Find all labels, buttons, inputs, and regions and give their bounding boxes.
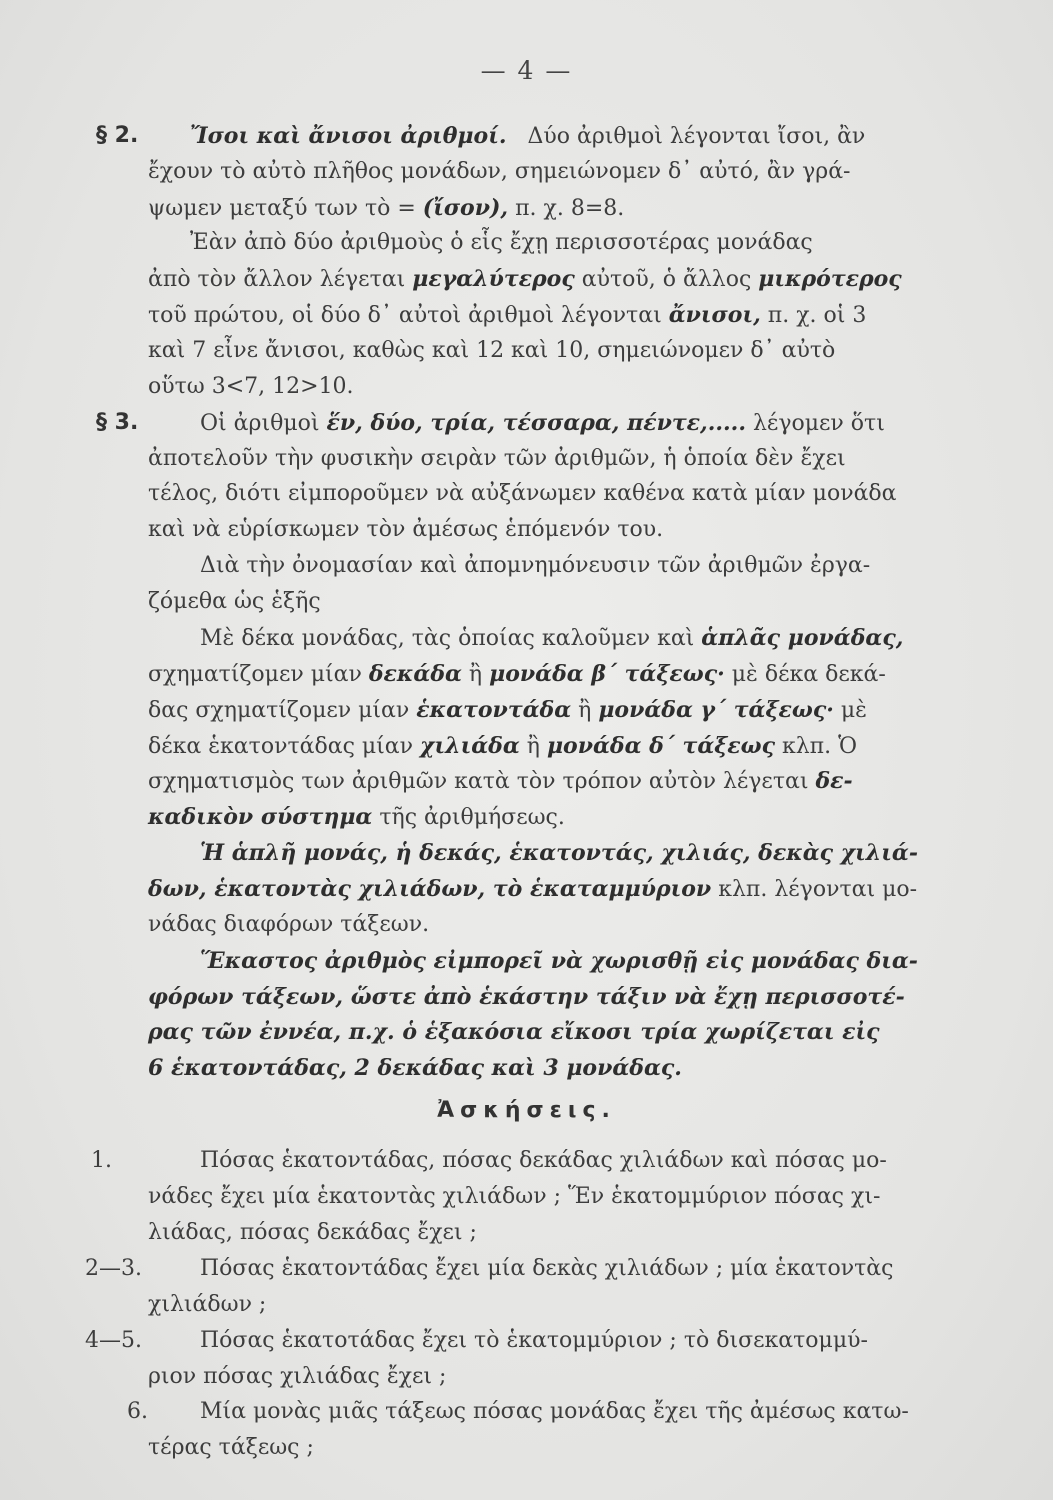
- text-line: νάδες ἔχει μία ἑκατοντὰς χιλιάδων ; Ἕν ἑκατομμύριον πόσας χι-: [148, 1184, 881, 1209]
- text-span: μὲ δέκα δεκά-: [724, 662, 886, 687]
- term-ison: (ἴσον),: [422, 195, 509, 221]
- term-mikroteros: μικρότερος: [758, 266, 902, 292]
- bold-span: δων, ἑκατοντὰς χιλιάδων, τὸ ἑκαταμμύριον: [148, 876, 712, 902]
- text-line: [148, 657, 886, 692]
- text-span: ἀπὸ τὸν ἄλλον λέγεται: [148, 267, 413, 292]
- term-dekada: δεκάδα: [368, 661, 462, 687]
- text-line: [148, 800, 565, 835]
- text-span: ἢ: [571, 698, 599, 723]
- bold-line: ρας τῶν ἐννέα, π.χ. ὁ ἑξακόσια εἴκοσι τρία χωρίζεται εἰς: [148, 1019, 880, 1045]
- text-line: [148, 298, 866, 333]
- text-line: [200, 944, 918, 979]
- text-line: [148, 1015, 880, 1050]
- text-line: οὕτω 3<7, 12>10.: [148, 374, 354, 399]
- text-line: ριον πόσας χιλιάδας ἔχει ;: [148, 1364, 447, 1389]
- text-span: κλπ. λέγονται μο-: [711, 877, 918, 902]
- term-ekatontada: ἑκατοντάδα: [416, 697, 572, 723]
- term-xiliada: χιλιάδα: [420, 733, 520, 759]
- text-line: [148, 729, 857, 764]
- text-span: κλπ. Ὁ: [775, 734, 858, 759]
- text-line: Διὰ τὴν ὀνομασίαν καὶ ἀπομνημόνευσιν τῶν ἀριθμῶν ἐργα-: [200, 553, 871, 578]
- exercise-number: 1.: [91, 1148, 112, 1173]
- term-monada-g: μονάδα γ΄ τάξεως·: [598, 697, 834, 723]
- text-span: τῆς ἀριθμήσεως.: [372, 805, 565, 830]
- text-span: σχηματισμὸς των ἀριθμῶν κατὰ τὸν τρόπον αὐτὸν λέγεται: [148, 769, 816, 794]
- text-span: σχηματίζομεν μίαν: [148, 662, 369, 687]
- exercises-heading: Ἀσκήσεις.: [437, 1098, 616, 1123]
- term-megalyteros: μεγαλύτερος: [412, 266, 575, 292]
- text-line: καὶ νὰ εὑρίσκωμεν τὸν ἀμέσως ἑπόμενόν του.: [148, 517, 664, 542]
- text-line: [148, 980, 905, 1015]
- section-3-label: § 3.: [96, 410, 139, 435]
- exercise-number: 2—3.: [85, 1256, 142, 1281]
- term-aplas-monadas: ἁπλᾶς μονάδας,: [701, 625, 904, 651]
- term-monada-d: μονάδα δ΄ τάξεως: [546, 733, 775, 759]
- bold-line: Ἡ ἁπλῆ μονάς, ἡ δεκάς, ἑκατοντάς, χιλιάς, δεκὰς χιλιά-: [200, 840, 918, 866]
- text-line: ἀποτελοῦν τὴν φυσικὴν σειρὰν τῶν ἀριθμῶν, ἡ ὁποία δὲν ἔχει: [148, 446, 846, 471]
- text-line: Πόσας ἑκατοντάδας ἔχει μία δεκὰς χιλιάδων ; μία ἑκατοντὰς: [200, 1256, 894, 1281]
- text-line: χιλιάδων ;: [148, 1292, 267, 1317]
- text-line: [200, 621, 903, 656]
- term-anisoi: ἄνισοι,: [668, 302, 761, 328]
- text-line: τέλος, διότι εἰμποροῦμεν νὰ αὐξάνωμεν καθένα κατὰ μίαν μονάδα: [148, 481, 897, 506]
- text-line: Μία μονὰς μιᾶς τάξεως πόσας μονάδας ἔχει τῆς ἀμέσως κατω-: [200, 1399, 909, 1424]
- page-number: — 4 —: [480, 56, 573, 85]
- text-line: Δύο ἀριθμοὶ λέγονται ἴσοι, ἂν: [527, 124, 866, 149]
- text-line: τέρας τάξεως ;: [148, 1435, 314, 1460]
- term-dekadikon-systima: καδικὸν σύστημα: [148, 804, 373, 830]
- text-span: μὲ: [833, 698, 867, 723]
- text-line: Πόσας ἑκατοτάδας ἔχει τὸ ἑκατομμύριον ; τὸ δισεκατομμύ-: [200, 1328, 868, 1353]
- exercise-number: 4—5.: [85, 1328, 142, 1353]
- text-span: Οἱ ἀριθμοὶ: [200, 411, 327, 436]
- text-line: νάδας διαφόρων τάξεων.: [148, 912, 430, 937]
- text-span: δέκα ἑκατοντάδας μίαν: [148, 734, 421, 759]
- text-line: [200, 406, 885, 441]
- section-2-title-line: [190, 119, 865, 154]
- text-span: δας σχηματίζομεν μίαν: [148, 698, 417, 723]
- text-span: λέγομεν ὅτι: [746, 411, 885, 436]
- text-span: π. χ. 8=8.: [508, 196, 625, 221]
- section-2-title: Ἴσοι καὶ ἄνισοι ἀριθμοί.: [190, 123, 507, 149]
- term-dekadikon-part1: δε-: [815, 768, 853, 794]
- text-line: [148, 872, 917, 907]
- text-span: π. χ. οἱ 3: [760, 303, 867, 328]
- text-line: [200, 836, 918, 871]
- text-line: [148, 191, 624, 226]
- text-line: ἔχουν τὸ αὐτὸ πλῆθος μονάδων, σημειώνομεν δ᾽ αὐτό, ἂν γρά-: [148, 159, 851, 184]
- text-line: λιάδας, πόσας δεκάδας ἔχει ;: [148, 1220, 477, 1245]
- text-span: Μὲ δέκα μονάδας, τὰς ὁποίας καλοῦμεν καὶ: [200, 626, 702, 651]
- text-line: καὶ 7 εἶνε ἄνισοι, καθὼς καὶ 12 καὶ 10, σημειώνομεν δ᾽ αὐτὸ: [148, 338, 836, 363]
- bold-line: Ἕκαστος ἀριθμὸς εἰμπορεῖ νὰ χωρισθῇ εἰς μονάδας δια-: [200, 948, 918, 974]
- bold-line: 6 ἑκατοντάδας, 2 δεκάδας καὶ 3 μονάδας.: [148, 1055, 682, 1081]
- text-line: [148, 262, 902, 297]
- text-span: αὐτοῦ, ὁ ἄλλος: [574, 267, 759, 292]
- text-line: ζόμεθα ὡς ἑξῆς: [148, 589, 321, 614]
- section-2-label: § 2.: [96, 123, 139, 148]
- text-line: Ἐὰν ἀπὸ δύο ἀριθμοὺς ὁ εἷς ἔχῃ περισσοτέρας μονάδας: [190, 230, 813, 255]
- term-number-names: ἕν, δύο, τρία, τέσσαρα, πέντε,.....: [326, 410, 746, 436]
- bold-line: φόρων τάξεων, ὥστε ἀπὸ ἑκάστην τάξιν νὰ ἔχῃ περισσοτέ-: [148, 984, 905, 1010]
- text-span: ψωμεν μεταξύ των τὸ =: [148, 196, 423, 221]
- text-span: τοῦ πρώτου, οἱ δύο δ᾽ αὐτοὶ ἀριθμοὶ λέγονται: [148, 303, 669, 328]
- text-line: [148, 764, 853, 799]
- text-line: Πόσας ἑκατοντάδας, πόσας δεκάδας χιλιάδων καὶ πόσας μο-: [200, 1148, 887, 1173]
- exercise-number: 6.: [127, 1399, 148, 1424]
- text-line: [148, 693, 867, 728]
- text-line: [148, 1051, 682, 1086]
- term-monada-b: μονάδα β΄ τάξεως·: [489, 661, 725, 687]
- text-span: ἢ: [519, 734, 547, 759]
- text-span: ἢ: [461, 662, 490, 687]
